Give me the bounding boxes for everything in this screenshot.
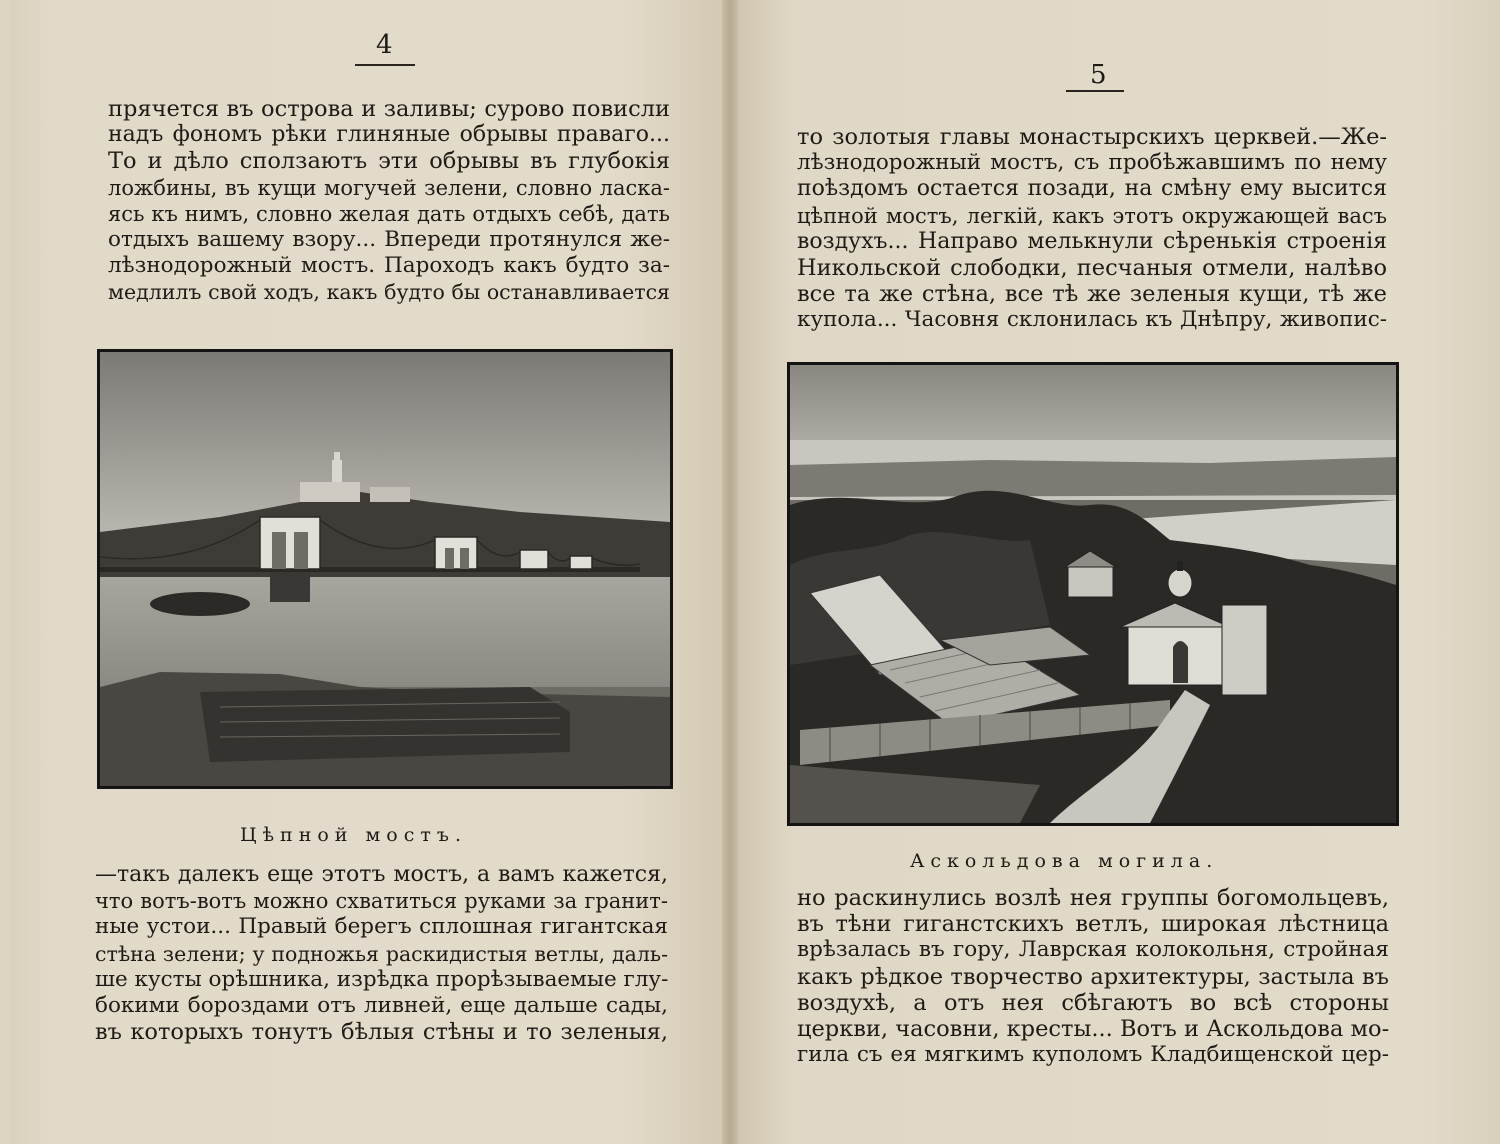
text-line: цѣпной мостъ, легкій, какъ этотъ окружающей васъ bbox=[797, 203, 1387, 228]
text-line: лѣзнодорожный мостъ, съ пробѣжавшимъ по нему bbox=[797, 150, 1387, 176]
text-line: прячется въ острова и заливы; сурово повисли bbox=[108, 96, 670, 122]
text-line: надъ фономъ рѣки глиняные обрывы праваго... bbox=[108, 122, 670, 148]
right-page-number-rule bbox=[1066, 90, 1124, 92]
left-page-number: 4 bbox=[376, 30, 393, 60]
left-bottom-text bbox=[95, 862, 668, 1045]
right-top-text bbox=[797, 124, 1387, 334]
text-line: все та же стѣна, все тѣ же зеленыя кущи, тѣ же bbox=[797, 281, 1387, 308]
text-line: воздухъ... Направо мелькнули сѣренькія строенія bbox=[797, 228, 1387, 254]
text-line: ные устои... Правый берегъ сплошная гигантская bbox=[95, 914, 668, 940]
text-line: что вотъ-вотъ можно схватиться руками за гранит- bbox=[95, 889, 668, 914]
text-line: гила съ ея мягкимъ куполомъ Кладбищенской цер- bbox=[797, 1042, 1389, 1068]
book-gutter bbox=[722, 0, 738, 1144]
text-line: купола... Часовня склонилась къ Днѣпру, живопис- bbox=[797, 307, 1387, 333]
text-line: ше кусты орѣшника, изрѣдка прорѣзываемые глу- bbox=[95, 966, 669, 992]
right-page-number: 5 bbox=[1090, 60, 1107, 90]
right-figure-caption: Аскольдова могила. bbox=[910, 850, 1219, 872]
text-line: какъ рѣдкое творчество архитектуры, застыла въ bbox=[797, 963, 1389, 990]
left-page-number-rule bbox=[355, 64, 415, 66]
text-line: церкви, часовни, кресты... Вотъ и Аскольдова мо- bbox=[797, 1016, 1390, 1043]
text-line: стѣна зелени; у подножья раскидистыя ветлы, даль- bbox=[95, 941, 668, 966]
text-line: То и дѣло сползаютъ эти обрывы въ глубокія bbox=[108, 148, 670, 175]
text-line: поѣздомъ остается позади, на смѣну ему высится bbox=[797, 176, 1387, 202]
text-line: Никольской слободки, песчаныя отмели, налѣво bbox=[797, 255, 1387, 282]
text-line: ложбины, въ кущи могучей зелени, словно ласка- bbox=[108, 175, 670, 200]
left-figure-caption: Цѣпной мостъ. bbox=[240, 824, 467, 846]
text-line: въ тѣни гиганстскихъ ветлъ, широкая лѣстница bbox=[797, 911, 1389, 938]
text-line: —такъ далекъ еще этотъ мостъ, а вамъ кажется, bbox=[95, 862, 668, 887]
text-line: ясь къ нимъ, словно желая дать отдыхъ себѣ, дать bbox=[108, 201, 670, 226]
text-line: лѣзнодорожный мостъ. Пароходъ какъ будто за- bbox=[108, 253, 670, 279]
right-bottom-text bbox=[797, 885, 1389, 1068]
askold-grave-photo bbox=[787, 362, 1399, 826]
text-line: то золотыя главы монастырскихъ церквей.—Же- bbox=[797, 124, 1387, 150]
text-line: медлилъ свой ходъ, какъ будто бы останавливается bbox=[108, 280, 670, 305]
text-line: въ которыхъ тонутъ бѣлыя стѣны и то зеленыя, bbox=[95, 1019, 668, 1046]
text-line: врѣзалась въ гору, Лаврская колокольня, стройная bbox=[797, 937, 1389, 963]
text-line: но раскинулись возлѣ нея группы богомольцевъ, bbox=[797, 885, 1389, 911]
left-top-text bbox=[108, 96, 670, 306]
chain-bridge-photo bbox=[97, 349, 673, 789]
text-line: бокими бороздами отъ ливней, еще дальше сады, bbox=[95, 993, 668, 1019]
text-line: отдыхъ вашему взору... Впереди протянулся же- bbox=[108, 227, 670, 253]
text-line: воздухѣ, а отъ нея сбѣгаютъ во всѣ стороны bbox=[797, 989, 1389, 1016]
